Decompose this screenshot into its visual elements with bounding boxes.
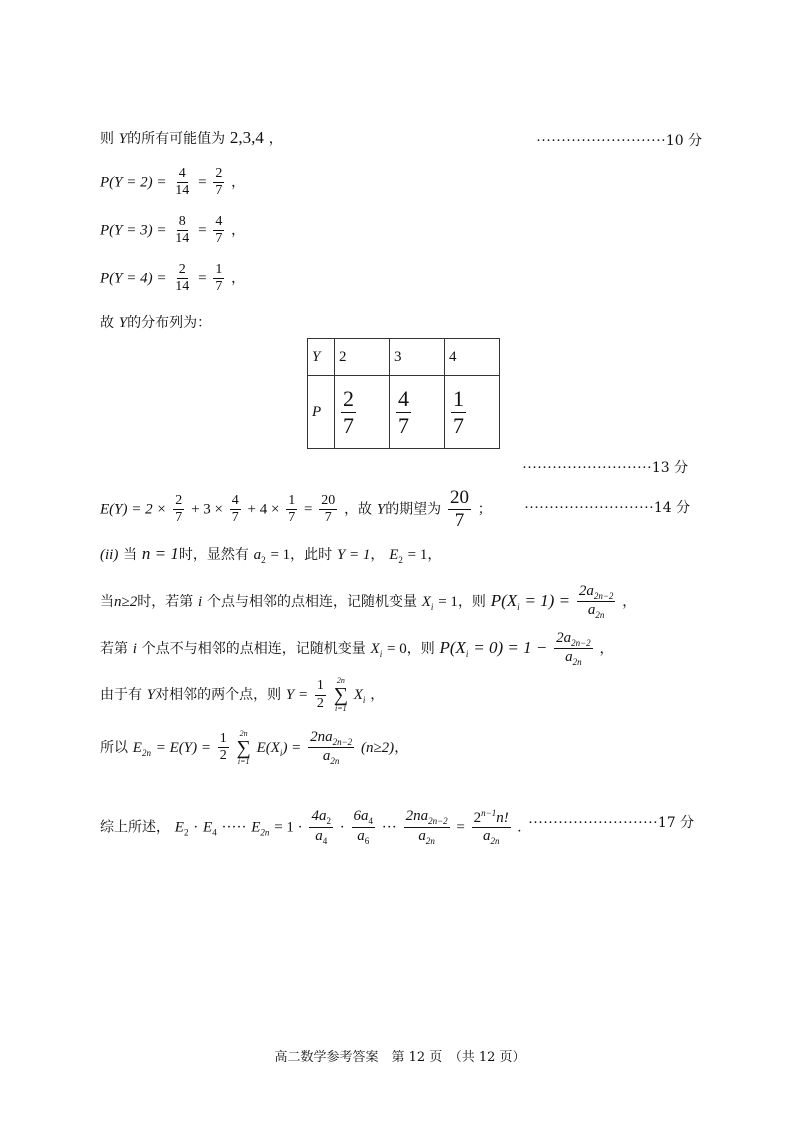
var-i: i — [132, 640, 137, 657]
term: + 3 × — [191, 501, 223, 518]
den-text: a — [565, 649, 573, 666]
subscript: 2n — [425, 835, 435, 846]
text: ， — [231, 270, 246, 287]
prob-y2-line — [100, 166, 245, 199]
fraction — [309, 808, 333, 846]
numerator: 8 — [177, 214, 188, 231]
period: . — [517, 819, 522, 836]
subscript: 4 — [368, 816, 373, 827]
text: ， — [370, 547, 385, 563]
distribution-intro — [100, 312, 211, 332]
equals: = — [198, 270, 207, 287]
text: ， — [427, 547, 442, 563]
var-e: E — [174, 819, 184, 836]
text: 所以 — [100, 739, 128, 756]
dot: · — [339, 819, 345, 836]
subscript: 2n — [330, 756, 340, 767]
numerator: 2 — [213, 166, 224, 183]
numerator: 4 — [230, 493, 241, 510]
fraction — [315, 678, 326, 711]
denominator: 14 — [175, 279, 190, 295]
header-cell: Y — [308, 339, 335, 376]
numerator: 4 — [177, 166, 188, 183]
dot: · — [193, 819, 199, 836]
numerator: 1 — [286, 493, 297, 510]
score-14 — [524, 497, 690, 517]
subscript: 2n−2 — [571, 638, 591, 648]
text: 时，显然有 — [178, 547, 249, 563]
var-e: E — [203, 819, 213, 836]
value: = 0 — [386, 640, 407, 657]
den-text: a — [322, 748, 331, 765]
prob-cell — [445, 376, 500, 449]
fraction — [404, 808, 450, 846]
text: 个点不与相邻的点相连，记随机变量 — [141, 640, 366, 657]
text: ； — [477, 501, 492, 518]
denominator: 14 — [175, 231, 190, 247]
header-cell: 3 — [390, 339, 445, 376]
prob-lhs: P(X — [490, 590, 518, 610]
prob-y4-line — [100, 262, 245, 295]
numerator: 20 — [449, 487, 469, 508]
numerator — [404, 808, 450, 827]
text: 的所有可能值为 — [127, 131, 226, 147]
denominator — [321, 748, 342, 766]
fraction — [173, 262, 191, 295]
numerator — [308, 729, 354, 748]
den-text: a — [587, 602, 596, 619]
conclusion-line — [100, 808, 521, 847]
numerator — [577, 583, 616, 602]
condition: (n≥2) — [360, 739, 395, 756]
text: ， — [268, 131, 283, 147]
denominator: 7 — [215, 231, 223, 247]
denominator: 7 — [288, 509, 296, 525]
num-text: 2a — [578, 583, 594, 599]
subscript: 2n−2 — [593, 591, 614, 601]
denominator: 7 — [175, 509, 183, 525]
condition: n = 1 — [141, 544, 179, 563]
text: ， — [370, 687, 385, 703]
num-text: 2a — [556, 630, 572, 646]
denominator: 14 — [175, 183, 190, 199]
denominator: 7 — [215, 279, 223, 295]
fraction — [173, 493, 184, 526]
prob-lhs: P(Y = 3) = — [100, 222, 167, 239]
denominator: 7 — [454, 509, 465, 531]
text: 的期望为 — [385, 501, 442, 518]
y-sum-line — [100, 677, 384, 713]
text: 则 — [100, 131, 114, 147]
subscript: 4 — [322, 835, 328, 846]
var-x: X — [353, 687, 363, 703]
text: 的分布列为： — [127, 315, 212, 331]
text: ，则 — [457, 593, 486, 610]
term: + 4 × — [247, 501, 280, 518]
score-10 — [536, 130, 702, 150]
var-y: Y — [118, 131, 128, 147]
y-value: Y = 1 — [336, 547, 371, 563]
header-cell: 4 — [445, 339, 500, 376]
part-label: (ii) — [100, 547, 119, 563]
y-lhs: Y = — [285, 687, 309, 703]
sum-lower: i=1 — [237, 756, 250, 766]
subscript: 2n — [260, 827, 270, 838]
denominator: 7 — [231, 509, 239, 525]
text: 当 — [123, 547, 138, 563]
dots: ··· — [381, 819, 397, 836]
fraction — [319, 493, 337, 526]
subscript: 2n — [141, 747, 151, 758]
table-row — [308, 376, 500, 449]
prob-lhs: P(Y = 4) = — [100, 270, 167, 287]
numerator: 1 — [315, 678, 326, 695]
denominator: 7 — [453, 412, 464, 438]
numerator: 2 — [177, 262, 188, 279]
prob-lhs-end: = 0) = 1 − — [473, 637, 548, 657]
denominator: 2 — [219, 748, 227, 764]
sum-upper: 2n — [239, 728, 248, 738]
score-17 — [528, 812, 694, 832]
var-y: Y — [118, 315, 128, 331]
num-text: 2na — [405, 808, 429, 825]
fraction — [308, 729, 354, 767]
fraction — [352, 808, 376, 846]
numerator: 1 — [453, 386, 464, 412]
text: ， — [231, 222, 246, 239]
subscript: i — [517, 601, 520, 612]
den-text: a — [357, 827, 365, 844]
sum-lower: i=1 — [335, 704, 347, 713]
numerator: 2 — [173, 493, 184, 510]
fraction — [341, 386, 356, 438]
prob-lhs: P(Y = 2) = — [100, 174, 167, 191]
denominator: 2 — [316, 695, 324, 711]
equals: = — [456, 819, 465, 836]
denominator — [313, 828, 329, 846]
subscript: 4 — [212, 827, 217, 838]
text: ，故 — [344, 501, 373, 518]
fraction — [396, 386, 411, 438]
equals: = — [198, 222, 207, 239]
leader-dots: ·························· — [524, 500, 654, 516]
subscript: 2 — [261, 555, 266, 565]
subscript: 2 — [183, 827, 189, 838]
fraction — [230, 493, 241, 526]
subscript: 2n−2 — [332, 737, 353, 747]
dots: ····· — [221, 819, 247, 836]
numerator: 4 — [398, 386, 409, 412]
score-points: 10 分 — [665, 133, 703, 149]
text: ，此时 — [290, 547, 333, 563]
fraction — [218, 731, 229, 764]
fraction — [577, 583, 616, 621]
den-text: a — [418, 827, 426, 844]
numerator — [472, 808, 511, 828]
value-list: 2,3,4 — [229, 128, 264, 147]
text: ， — [231, 174, 246, 191]
score-points: 13 分 — [651, 460, 689, 476]
subscript: i — [279, 747, 283, 758]
e-mid: = E(Y) = — [155, 739, 211, 756]
text: 故 — [100, 315, 114, 331]
text: 若第 — [100, 640, 128, 657]
ex-text: E(X — [256, 739, 280, 756]
prob-lhs: P(X — [439, 637, 466, 657]
e2n-line — [100, 729, 408, 767]
subscript: i — [430, 601, 434, 612]
not-connected-case-line — [100, 630, 613, 668]
var-e: E — [132, 739, 142, 756]
condition: n≥2 — [114, 593, 138, 610]
prob-lhs-end: = 1) = — [524, 590, 571, 610]
expectation-lhs: E(Y) = 2 × — [100, 501, 167, 518]
subscript: 2n — [490, 836, 500, 847]
score-points: 14 分 — [653, 500, 691, 516]
equals: = — [198, 174, 207, 191]
part-ii-line — [100, 544, 441, 565]
value: = 1 — [270, 547, 291, 563]
num-end: n! — [496, 810, 509, 826]
num-text: 2na — [310, 729, 333, 745]
num-text: 2 — [473, 810, 482, 826]
value: = 1 — [407, 547, 428, 563]
subscript: i — [465, 648, 469, 659]
fraction — [213, 262, 224, 295]
numerator: 4 — [213, 214, 224, 231]
text: 对相邻的两个点，则 — [155, 687, 282, 703]
subscript: 2n−2 — [428, 816, 448, 827]
value: = 1 — [438, 593, 458, 610]
score-13 — [522, 457, 688, 477]
prob-cell — [390, 376, 445, 449]
var-e: E — [389, 547, 399, 563]
denominator — [481, 828, 502, 846]
prob-cell — [335, 376, 390, 449]
fraction — [213, 214, 224, 247]
subscript: 2 — [326, 816, 331, 827]
var-y: Y — [146, 687, 156, 703]
denominator — [355, 828, 371, 846]
fraction — [554, 630, 593, 668]
denominator: 7 — [398, 412, 409, 438]
var-x: X — [370, 640, 380, 657]
header-cell: 2 — [335, 339, 390, 376]
subscript: 2n — [572, 657, 582, 668]
prob-y3-line — [100, 214, 245, 247]
possible-values-line — [100, 128, 283, 148]
leader-dots: ·························· — [536, 133, 666, 149]
fraction — [286, 493, 297, 526]
fraction — [448, 487, 471, 532]
text: ， — [394, 739, 409, 756]
text: ， — [622, 593, 637, 610]
num-text: 4a — [311, 808, 327, 825]
num-text: 6a — [353, 808, 369, 825]
var-y: Y — [376, 501, 386, 518]
subscript: 2 — [398, 555, 403, 565]
equals: = 1 · — [274, 819, 303, 836]
text: 综上所述， — [100, 819, 170, 836]
numerator: 1 — [218, 731, 229, 748]
connected-case-line — [100, 583, 636, 621]
leader-dots: ·························· — [528, 815, 658, 831]
text: ，则 — [406, 640, 435, 657]
summation-icon: 2n ∑ i=1 — [236, 728, 251, 766]
numerator: 2 — [343, 386, 354, 412]
denominator — [416, 828, 437, 846]
text: 个点与相邻的点相连，记随机变量 — [206, 593, 417, 610]
numerator — [554, 630, 593, 649]
sum-upper: 2n — [336, 676, 345, 685]
prob-label-cell: P — [308, 376, 335, 449]
fraction — [173, 166, 191, 199]
fraction — [472, 808, 511, 847]
text: 当 — [100, 593, 114, 610]
numerator: 20 — [319, 493, 337, 510]
denominator: 7 — [343, 412, 354, 438]
superscript: n−1 — [481, 808, 497, 818]
ex-end: ) = — [282, 739, 302, 756]
var-e: E — [251, 819, 261, 836]
subscript: i — [379, 648, 383, 659]
subscript: 2n — [595, 610, 605, 621]
equals: = — [304, 501, 313, 518]
denominator — [586, 602, 607, 620]
subscript: 6 — [364, 835, 370, 846]
numerator — [309, 808, 333, 827]
var-x: X — [421, 593, 431, 610]
den-text: a — [482, 828, 491, 845]
fraction — [213, 166, 224, 199]
fraction — [173, 214, 191, 247]
numerator — [352, 808, 376, 827]
fraction — [451, 386, 466, 438]
leader-dots: ·························· — [522, 460, 652, 476]
distribution-table — [307, 338, 500, 449]
denominator — [563, 649, 584, 667]
numerator: 1 — [213, 262, 224, 279]
var-a: a — [253, 547, 262, 563]
var-i: i — [198, 593, 203, 610]
score-points: 17 分 — [657, 815, 695, 831]
den-text: a — [315, 827, 323, 844]
denominator: 7 — [215, 183, 223, 199]
denominator: 7 — [324, 509, 332, 525]
summation-icon: 2n ∑ i=1 — [333, 676, 348, 713]
page-footer: 高二数学参考答案 第 12 页 （共 12 页） — [274, 1050, 526, 1065]
text: ， — [599, 640, 614, 657]
text: 由于有 — [100, 687, 142, 703]
expectation-line — [100, 487, 492, 532]
subscript: i — [362, 695, 366, 705]
text: 时，若第 — [137, 593, 194, 610]
table-row — [308, 339, 500, 376]
